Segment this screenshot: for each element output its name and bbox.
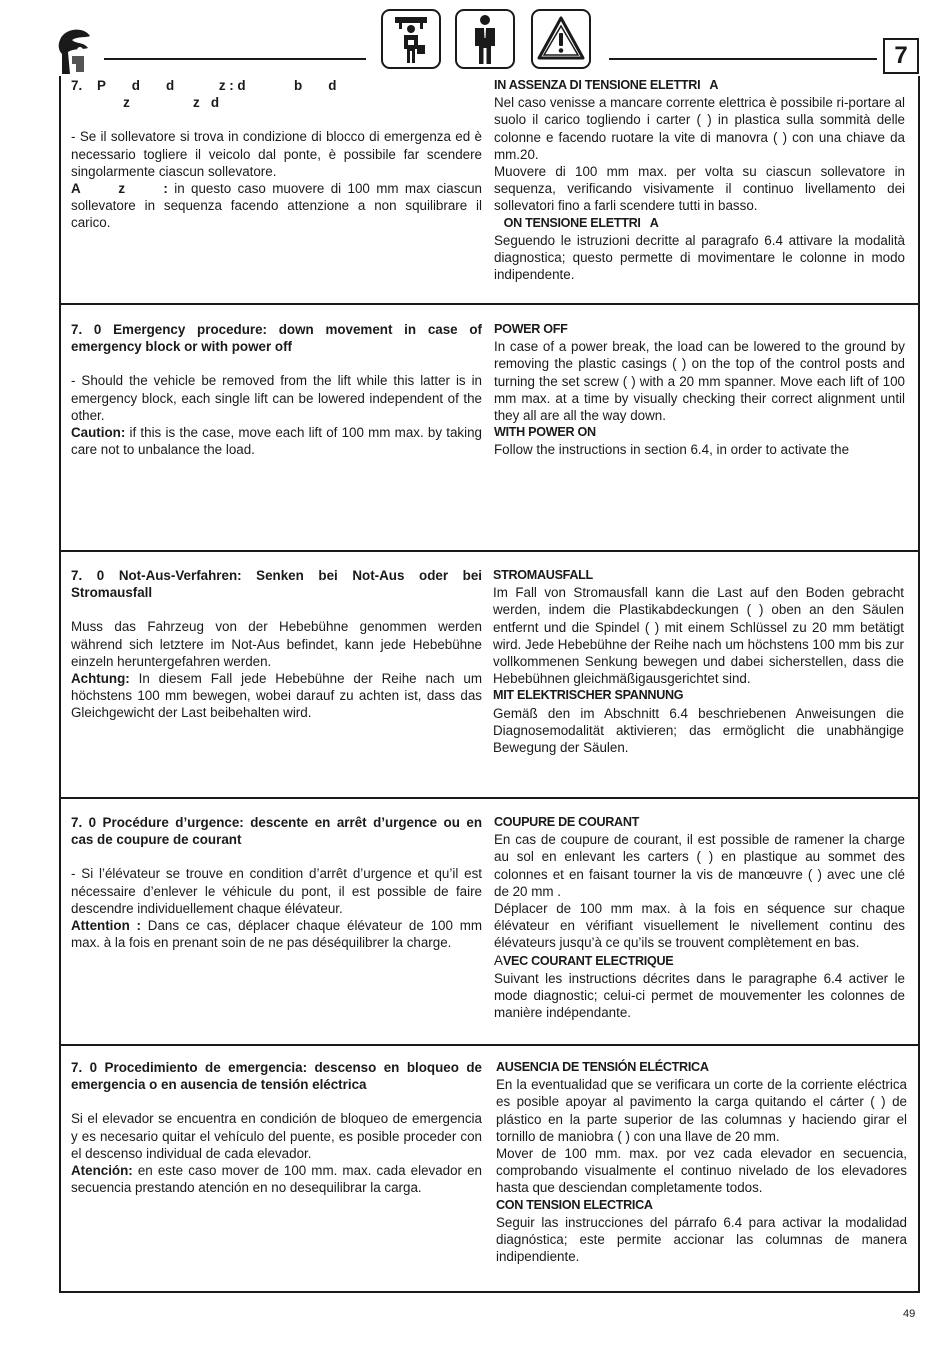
caution-label: Attention : [71,918,142,934]
subheading-power-off: AUSENCIA DE TENSIÓN ELÉCTRICA [496,1060,709,1074]
page-header [0,0,950,80]
section-body: - Se il sollevatore si trova in condizione di blocco di emergenza ed è necessario togliere il veicolo dal ponte, è possibile far scendere singolarmente ciascun sollevatore. [71,129,482,179]
section-title: 7. 0 Procedimiento de emergencia: descenso en bloqueo de emergencia o en ausencia de tensión eléctrica [71,1060,482,1093]
section-left-column [71,321,482,458]
power-off-body: Nel caso venisse a mancare corrente elettrica è possibile ri-portare al suolo il carico togliendo i carter ( ) in plastica sulla sommità delle colonne e facendo ruotare la vite di manovra ( ) con una chiave da mm.20. [494,95,905,162]
caution-text: In diesem Fall jede Hebebühne der Reihe nach um höchstens 100 mm bewegen, wobei darauf zu achten ist, dass das Gleichgewicht der Last beibehalten wird. [71,671,482,721]
section-title-continued: z z d [71,95,220,111]
section-right-column [493,567,904,756]
subheading-power-on: MIT ELEKTRISCHER SPANNUNG [493,688,684,703]
subheading-power-on: CON TENSION ELECTRICA [496,1197,653,1212]
section-title: 7. 0 Not-Aus-Verfahren: Senken bei Not-Aus oder bei Stromausfall [71,568,482,601]
power-off-body-2: Mover de 100 mm. max. por vez cada elevador en secuencia, comprobando visualmente el continuo nivelado de los elevadores hasta que desciendan completamente todos. [496,1146,907,1196]
header-rule-left [104,58,366,60]
section-body: - Should the vehicle be removed from the lift while this latter is in emergency block, each single lift can be lowered independent of the other. [71,373,482,423]
subheading-power-off: COUPURE DE COURANT [494,815,640,829]
subheading-power-on: WITH POWER ON [494,425,596,440]
subheading-power-on: ON TENSIONE ELETTRI A [494,215,659,230]
section-left-column [71,77,482,232]
caution-text: en este caso mover de 100 mm. max. cada elevador en secuencia prestando atención en no desequilibrar la carga. [71,1163,482,1196]
header-rule-right [609,58,877,60]
section-divider [59,303,920,305]
caution-label: A z : [71,181,168,197]
section-body: - Si l’élévateur se trouve en condition d’arrêt d’urgence et qu’il est nécessaire d’enlever le véhicule du pont, il est possible de faire descendre individuellement chaque élévateur. [71,866,482,916]
caution-label: Achtung: [71,671,130,687]
subheading-prefix: A [494,952,503,968]
company-logo-icon [54,26,98,76]
caution-text: if this is the case, move each lift of 100 mm max. by taking care not to unbalance the load. [71,425,482,458]
caution-label: Atención: [71,1163,133,1179]
power-off-body: In case of a power break, the load can be lowered to the ground by removing the plastic casings ( ) on the top of the control posts and turning the set screw ( ) with a 20 mm spanner. Move each lift of 100 mm max. at a time by visually checking their correct alignment until they all are all the way down. [494,339,905,424]
caution-note [71,670,482,722]
section-right-column [494,814,905,1021]
maintenance-technician-icon [381,9,441,69]
section-title: 7. 0 Procédure d’urgence: descente en arrêt d’urgence ou en cas de coupure de courant [71,815,482,848]
power-off-body: En cas de coupure de courant, il est possible de ramener la charge au sol en enlevant les carters ( ) en plastique au sommet des colonnes et en faisant tourner la vis de manœuvre ( ) avec une clé de 20 mm . [494,832,905,899]
section-title: 7. 0 Emergency procedure: down movement in case of emergency block or with power off [71,322,482,355]
power-on-body: Seguendo le istruzioni decritte al paragrafo 6.4 attivare la modalità diagnostica; questo permette di movimentare le colonne in modo indipendente. [494,232,905,283]
caution-text: Dans ce cas, déplacer chaque élévateur de 100 mm max. à la fois en prenant soin de ne pas déséquilibrer la charge. [71,918,483,951]
subheading-text: VEC COURANT ELECTRIQUE [502,953,674,968]
section-left-column [71,1059,482,1196]
section-body: Muss das Fahrzeug von der Hebebühne genommen werden während sich letztere im Not-Aus befindet, kann jede Hebebühne einzeln heruntergefahren werden. [71,619,482,669]
section-divider [59,1044,920,1046]
caution-note [71,1162,482,1196]
warning-triangle-icon [531,9,591,69]
power-off-body: Im Fall von Stromausfall kann die Last auf den Boden gebracht werden, indem die Plastikabdeckungen ( ) oben an den Säulen entfernt und die Spindel ( ) mit einem Schlüssel zu 20 mm betätigt wird. Jede Hebebühne der Reihe nach um höchstens 100 mm bis zur vollkommenen Senkung bewegen und dabei sicherstellen, dass die Hebebühnen gleichmäßigausgerichtet sind. [493,585,904,687]
section-right-column [496,1059,907,1265]
subheading-power-on [494,952,905,970]
power-on-body: Follow the instructions in section 6.4, in order to activate the [494,442,850,458]
section-left-column [71,567,482,722]
section-left-column [71,814,482,951]
power-on-body: Seguir las instrucciones del párrafo 6.4 para activar la modalidad diagnóstica; este permite accionar las columnas de manera indipendiente. [496,1214,907,1265]
page-number: 49 [903,1308,916,1320]
section-title: 7. P d d z : d b d [71,78,337,93]
power-off-body: En la eventualidad que se verificara un corte de la corriente eléctrica es posible apoyar al pavimento la carga quitando el cárter ( ) de plástico en la parte superior de las columnas y haciendo girar el tornillo de maniobra ( ) con una llave de 20 mm. [496,1077,907,1144]
power-off-body-2: Muovere di 100 mm max. per volta su ciascun sollevatore in sequenza, verificando visivamente il continuo livellamento dei sollevatori fino a farli scendere tutti in basso. [494,164,905,214]
section-body: Si el elevador se encuentra en condición de bloqueo de emergencia y es necesario quitar el vehículo del puente, es posible proceder con el descenso individual de cada elevador. [71,1111,482,1161]
caution-text: in questo caso muovere di 100 mm max ciascun sollevatore in sequenza facendo attenzione a non squilibrare il carico. [71,181,483,231]
power-on-body: Gemäß den im Abschnitt 6.4 beschriebenen Anweisungen die Diagnosemodalität aktivieren; das ermöglicht die unabhängige Bewegung der Säulen. [493,705,904,756]
caution-note [71,180,482,232]
section-right-column [494,321,905,459]
caution-label: Caution: [71,425,126,441]
subheading-power-off: IN ASSENZA DI TENSIONE ELETTRI A [494,78,719,92]
section-divider [59,797,920,799]
chapter-number-badge: 7 [883,38,919,74]
caution-note [71,917,482,951]
subheading-power-off: POWER OFF [494,322,568,336]
power-on-body: Suivant les instructions décrites dans le paragraphe 6.4 activer le mode diagnostic; celui-ci permet de mouvementer les colonnes de manière indépendante. [494,970,905,1021]
subheading-power-off: STROMAUSFALL [493,568,593,582]
power-off-body-2: Déplacer de 100 mm max. à la fois en séquence sur chaque élévateur en vérifiant visuellement le nivellement continu des élévateurs jusqu’à ce qu’ils se trouvent complètement en bas. [494,901,905,951]
section-divider [59,550,920,552]
caution-note [71,424,482,458]
operator-icon [455,9,515,69]
section-right-column [494,77,905,283]
